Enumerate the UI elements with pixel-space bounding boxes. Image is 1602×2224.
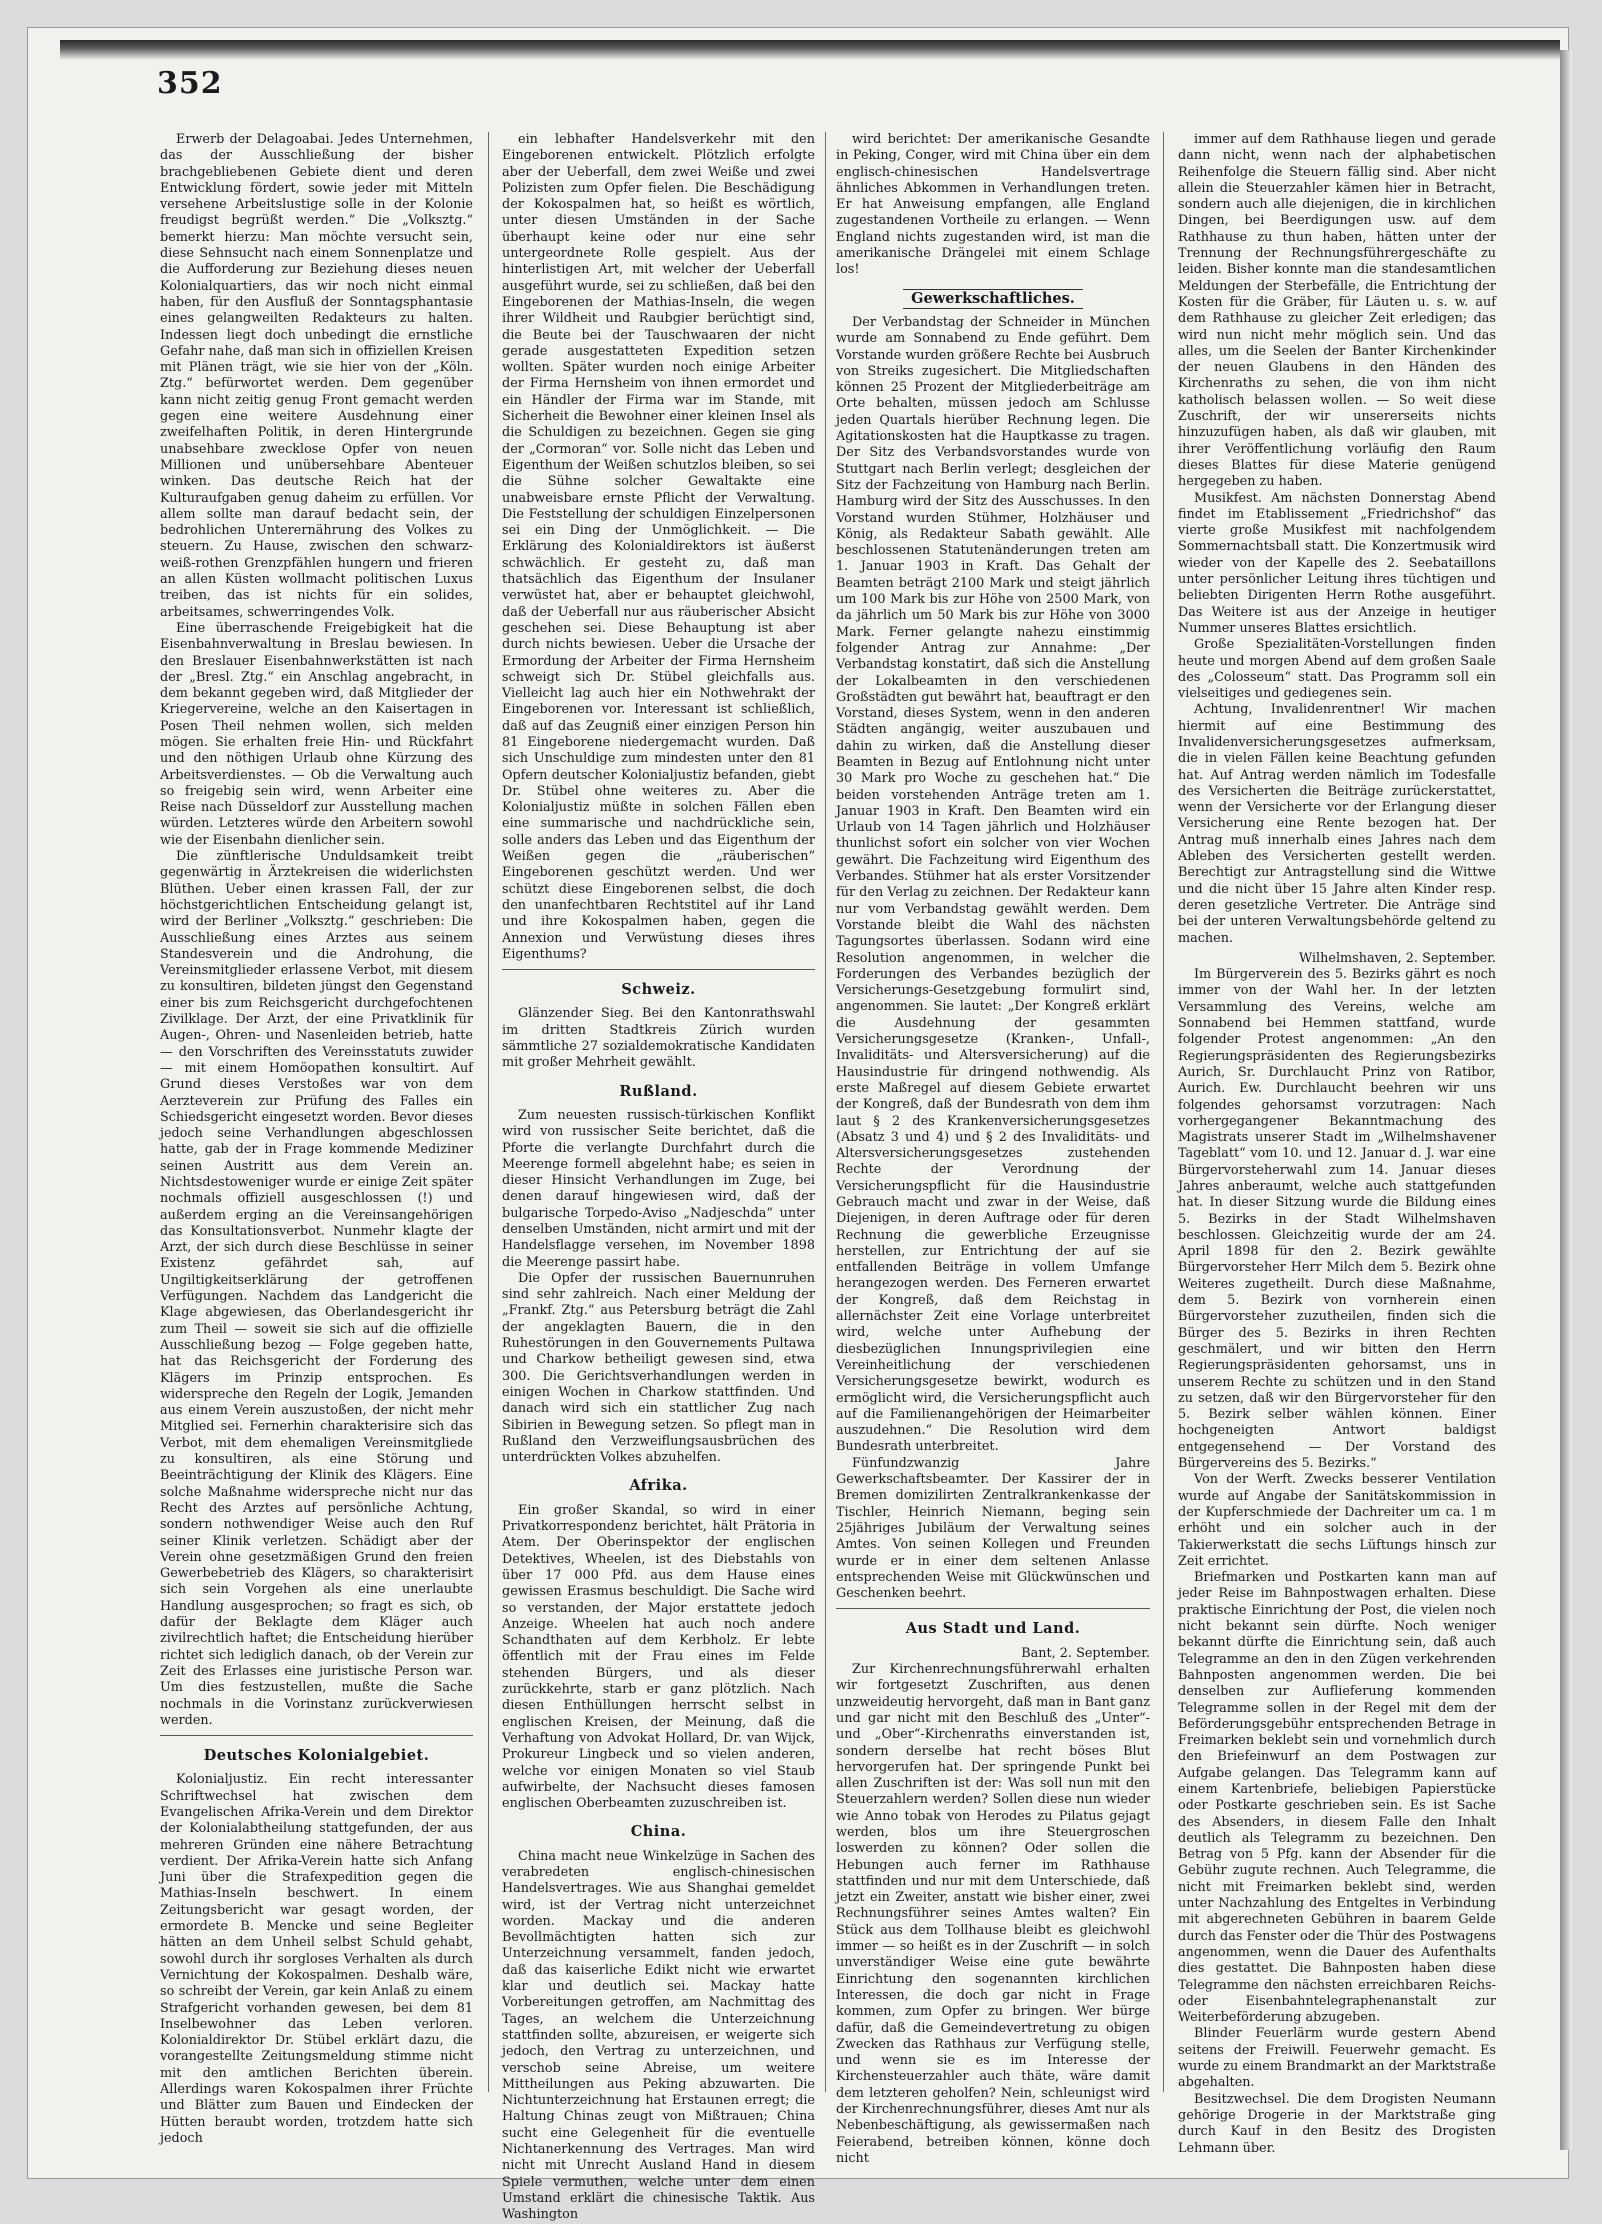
- article-paragraph: ein lebhafter Handelsverkehr mit den Eingeborenen entwickelt. Plötzlich erfolgte aber der Ueberfall, dem zwei Weiße und zwei Polizisten zum Opfer fielen. Die Beschädigung der Kokospalmen hat, so heißt es wörtlich, unter diesen Umständen in der Sache überhaupt keine oder nur eine sehr untergeordnete Rolle gespielt. Aus der hinterlistigen Art, mit welcher der Ueberfall ausgeführt wurde, sei zu schließen, daß bei den Eingeborenen der Mathias-Inseln, die wegen ihrer Wildheit und Raubgier berüchtigt sind, die Beute bei der Tauschwaaren der nicht gerade ausgestatteten Expedition setzen wollten. Später wurden noch einige Arbeiter der Firma Hernsheim von ihnen ermordet und ein Händler der Firma war im Stande, mit Sicherheit die Bewohner einer kleinen Insel als die Schuldigen zu bezeichnen. Gegen sie ging der „Cormoran“ vor. Solle nicht das Leben und Eigenthum der Weißen schutzlos bleiben, so sei die Sühne solcher Gewaltakte eine unabweisbare ernste Pflicht der Verwaltung. Die Feststellung der schuldigen Einzelpersonen sei ein Ding der Unmöglichkeit. — Die Erklärung des Kolonialdirektors ist äußerst schwächlich. Er gesteht zu, daß man thatsächlich das Eigenthum der Insulaner verwüstet hat, aber er behauptet gleichwohl, daß der Ueberfall nur aus räuberischer Absicht geschehen sei. Diese Behauptung ist aber durch nichts bewiesen. Ueber die Ursache der Ermordung der Arbeiter der Firma Hernsheim schweigt sich Dr. Stübel gleichfalls aus. Vielleicht lag auch hier ein Nothwehrakt der Eingeborenen vor. Interessant ist schließlich, daß auf das Zeugniß einer einzigen Person hin 81 Eingeborene niedergemacht wurden. Daß sich Unschuldige zum mindesten unter den 81 Opfern deutscher Kolonialjustiz befanden, giebt Dr. Stübel ohne weiteres zu. Aber die Kolonialjustiz müßte in solchen Fällen eben eine summarische und nachdrückliche sein, solle anders das Leben und das Eigenthum der Weißen gegen die „räuberischen“ Eingeborenen geschützt werden. Und wer schützt diese Eingeborenen selbst, die doch den unanfechtbaren Rechtstitel auf ihr Land und ihre Kokospalmen haben, gegen die Annexion und Verwüstung dieses ihres Eigenthums?: [502, 132, 815, 962]
- binding-edge: [1560, 50, 1572, 2150]
- article-paragraph: Musikfest. Am nächsten Donnerstag Abend findet im Etablissement „Friedrichshof“ das vierte große Musikfest mit nachfolgendem Sommernachtsball statt. Die Konzertmusik wird wieder von der Kapelle des 2. Seebataillons unter persönlicher Leitung ihres tüchtigen und beliebten Dirigenten Herrn Rothe ausgeführt. Das Weitere ist aus der Anzeige in heutiger Nummer unseres Blattes ersichtlich.: [1178, 490, 1496, 636]
- section-rule: [160, 1735, 473, 1736]
- section-heading: Deutsches Kolonialgebiet.: [203, 1747, 430, 1765]
- article-paragraph: Briefmarken und Postkarten kann man auf jeder Reise im Bahnpostwagen erhalten. Diese praktische Einrichtung der Post, die vielen noch nicht bekannt sein dürfte. Noch weniger bekannt dürfte die Einrichtung sein, daß auch Telegramme an den in den Zügen verkehrenden Bahnposten angenommen werden. Die bei denselben zur Auflieferung kommenden Telegramme sollen in der Regel mit dem der Beförderungsgebühr entsprechenden Betrage in Freimarken beklebt sein und vornehmlich durch den Briefeinwurf an dem Postwagen zur Aufgabe gelangen. Das Telegramm kann auf einem Kartenbriefe, beliebigen Papierstücke oder Postkarte geschrieben sein. Es ist Sache des Absenders, in diesem Falle den Inhalt deutlich als Telegramm zu bezeichnen. Den Betrag von 5 Pfg. kann der Absender für die Gebühr zugute rechnen. Auch Telegramme, die nicht mit Freimarken beklebt sind, werden unter Nachzahlung des Entgeltes in Verbindung mit abgerechneten Gebühren in baarem Gelde durch das Fenster oder die Thür des Postwagens angenommen, wenn die Dauer des Aufenthalts dies gestattet. Die Bahnposten haben diese Telegramme den nächsten erreichbaren Reichs- oder Eisenbahntelegraphenanstalt zur Weiterbeförderung abzugeben.: [1178, 1570, 1496, 2026]
- page-top-shadow: [60, 40, 1560, 60]
- article-paragraph: Die Opfer der russischen Bauernunruhen sind sehr zahlreich. Nach einer Meldung der „Frankf. Ztg.“ aus Petersburg beträgt die Zahl der angeklagten Bauern, die in den Ruhestörungen in den Gouvernements Pultawa und Charkow betheiligt gewesen sind, etwa 300. Die Gerichtsverhandlungen werden in einigen Wochen in Charkow stattfinden. Und danach wird sich ein stattlicher Zug nach Sibirien in Bewegung setzen. So pflegt man in Rußland den Verzweiflungsausbrüchen des unterdrückten Volkes abzuhelfen.: [502, 1270, 815, 1466]
- article-paragraph: Besitzwechsel. Die dem Drogisten Neumann gehörige Drogerie in der Marktstraße ging durch Kauf in den Besitz des Drogisten Lehmann über.: [1178, 2091, 1496, 2156]
- section-heading: Afrika.: [629, 1477, 688, 1495]
- article-paragraph: Ein großer Skandal, so wird in einer Privatkorrespondenz berichtet, hält Prätoria in Atem. Der Oberinspektor der englischen Detektives, Wheelen, ist des Diebstahls von über 17 000 Pfd. aus dem Hause eines gewissen Erasmus beschuldigt. Die Sache wird so verstanden, der Major erstattete jedoch Anzeige. Wheelen hat auch noch andere Schandthaten auf dem Kerbholz. Er lebte öffentlich mit der Frau eines im Felde stehenden Bürgers, und als dieser zurückkehrte, starb er ganz plötzlich. Nach diesen Enthüllungen herrscht selbst in englischen Kreisen, der Meinung, daß die Verhaftung von Advokat Hollard, Dr. van Wijck, Prokureur Lingbeck und so vielen anderen, welche vor einigen Monaten so viel Staub aufwirbelte, der Nachsucht dieses famosen englischen Oberbeamten zuzuschreiben ist.: [502, 1502, 815, 1812]
- column-3: [836, 132, 1150, 2166]
- article-paragraph: Große Spezialitäten-Vorstellungen finden heute und morgen Abend auf dem großen Saale des „Colosseum“ statt. Das Programm soll ein vielseitiges und gediegenes sein.: [1178, 637, 1496, 702]
- article-paragraph: immer auf dem Rathhause liegen und gerade dann nicht, wenn nach der alphabetischen Reihenfolge die Steuern fällig sind. Aber nicht allein die Steuerzahler kämen hier in Betracht, sondern auch alle diejenigen, die in kirchlichen Dingen, bei Beerdigungen usw. auf dem Rathhause zu thun haben, hätten unter der Trennung der Rechnungsführergeschäfte zu leiden. Bisher konnte man die standesamtlichen Meldungen der Sterbefälle, die Entrichtung der Kosten für die Gräber, für Läuten u. s. w. auf dem Rathhause zu gleicher Zeit erledigen; das wird nun nicht mehr möglich sein. Und das alles, um die Seelen der Banter Kirchenkinder der neuen Glaubens in den Händen des Kirchenraths zu sehen, die von ihm nicht katholisch belassen wollen. — So weit diese Zuschrift, der wir unsererseits nichts hinzuzufügen haben, als daß wir glauben, mit ihrer Veröffentlichung vorläufig den Raum dieses Blattes für diese Materie genügend hergegeben zu haben.: [1178, 132, 1496, 490]
- article-paragraph: Im Bürgerverein des 5. Bezirks gährt es noch immer von der Wahl her. In der letzten Versammlung des Vereins, welche am Sonnabend bei Hemmen stattfand, wurde folgender Protest angenommen: „An den Regierungspräsidenten des Regierungsbezirks Aurich, Sr. Durchlaucht Prinz von Ratibor, Aurich. Ew. Durchlaucht beehren wir uns folgendes gehorsamst vorzutragen: Nach vorhergegangener Bekanntmachung des Magistrats unserer Stadt im „Wilhelmshavener Tageblatt“ vom 10. und 12. Januar d. J. war eine Bürgervorsteherwahl zum 14. Januar dieses Jahres anberaumt, welche auch stattgefunden hat. In dieser Sitzung wurde die Bildung eines 5. Bezirks in der Stadt Wilhelmshaven beschlossen. Gleichzeitig wurde der am 24. April 1898 für den 2. Bezirk gewählte Bürgervorsteher Herr Milch dem 5. Bezirk ohne Weiteres zugetheilt. Durch diese Maßnahme, dem 5. Bezirk von vornherein einen Bürgervorsteher zuzutheilen, finden sich die Bürger des 5. Bezirks in ihren Rechten geschmälert, und wir bitten den Herrn Regierungspräsidenten gehorsamst, uns in unserem Rechte zu schützen und in den Stand zu setzen, daß wir den Bürgervorsteher für den 5. Bezirk selber wählen können. Einer hochgeneigten Antwort baldigst entgegensehend — Der Vorstand des Bürgervereins des 5. Bezirks.“: [1178, 967, 1496, 1472]
- section-rule: [502, 969, 815, 970]
- article-paragraph: Zum neuesten russisch-türkischen Konflikt wird von russischer Seite berichtet, daß die Pforte die verlangte Durchfahrt durch die Meerenge formell abgelehnt habe; es seien in dieser Hinsicht Verhandlungen im Zuge, bei denen darauf hingewiesen wird, daß der bulgarische Torpedo-Aviso „Nadjeschda“ unter denselben Umständen, nicht armirt und mit der Handelsflagge versehen, im November 1898 die Meerenge passirt habe.: [502, 1107, 815, 1270]
- column-rule: [825, 132, 826, 2092]
- article-paragraph: Blinder Feuerlärm wurde gestern Abend seitens der Freiwill. Feuerwehr gemacht. Es wurde zu einem Brandmarkt an der Marktstraße abgehalten.: [1178, 2026, 1496, 2091]
- column-rule: [1163, 132, 1164, 2092]
- article-paragraph: Zur Kirchenrechnungsführerwahl erhalten wir fortgesetzt Zuschriften, aus denen unzweideutig hervorgeht, daß man in Bant ganz und gar nicht mit den Beschluß des „Unter“- und „Ober“-Kirchenraths einverstanden ist, sondern derselbe hat recht böses Blut hervorgerufen hat. Der springende Punkt bei allen Zuschriften ist der: Was soll nun mit den Steuerzahlern werden? Sollen diese nun wieder wie Anno tobak von Herodes zu Pilatus gejagt werden, blos um ihre Steuergroschen loswerden zu können? Oder sollen die Hebungen auch ferner im Rathhause stattfinden und nur mit dem Unterschiede, daß jetzt ein Zweiter, anstatt wie bisher einer, zwei Rechnungsführer seines Amtes walten? Ein Stück aus dem Tollhause bleibt es gleichwohl immer — so heißt es in der Zuschrift — in solch unverständiger Weise eine gute bewährte Einrichtung den sogenannten kirchlichen Interessen, die doch gar nicht in Frage kommen, zum Opfer zu bringen. Wer bürge dafür, daß die Gemeindevertretung zu obigen Zwecken das Rathhaus zur Verfügung stelle, und wenn sie es im Interesse der Kirchensteuerzahler auch thäte, wäre damit dem letzteren geholfen? Nein, schleunigst wird der Kirchenrechnungsführer, dieses Amt nur als Nebenbeschäftigung, als gewissermaßen nach Feierabend, betreiben können, könne doch nicht: [836, 1662, 1150, 2166]
- column-rule: [488, 132, 489, 2092]
- article-paragraph: Glänzender Sieg. Bei den Kantonrathswahl im dritten Stadtkreis Zürich wurden sämmtliche 27 sozialdemokratische Kandidaten mit großer Mehrheit gewählt.: [502, 1006, 815, 1071]
- article-paragraph: China macht neue Winkelzüge in Sachen des verabredeten englisch-chinesischen Handelsvertrages. Wie aus Shanghai gemeldet wird, ist der Vertrag nicht unterzeichnet worden. Mackay und die anderen Bevollmächtigten hatten sich zur Unterzeichnung versammelt, fanden jedoch, daß das kaiserliche Edikt nicht wie erwartet klar und deutlich sei. Mackay hatte Vorbereitungen getroffen, am Nachmittag des Tages, an welchem die Unterzeichnung stattfinden sollte, abzureisen, er weigerte sich jedoch, den Vertrag zu unterzeichnen, und verschob seine Abreise, um weitere Mittheilungen aus Peking abzuwarten. Die Nichtunterzeichnung hat Erstaunen erregt; die Haltung Chinas zeugt von Mißtrauen; China sucht eine Gelegenheit für die eventuelle Nichtanerkennung des Vertrages. Man wird nicht mit Unrecht Ausland Hand in diesem Spiele vermuthen, welche unter dem einen Umstand erklärt die chinesische Taktik. Aus Washington: [502, 1848, 815, 2223]
- section-heading: Gewerkschaftliches.: [903, 289, 1083, 309]
- article-paragraph: Kolonialjustiz. Ein recht interessanter Schriftwechsel hat zwischen dem Evangelischen Afrika-Verein und dem Direktor der Kolonialabtheilung stattgefunden, der aus mehreren Gründen eine nähere Betrachtung verdient. Der Afrika-Verein hatte sich Anfang Juni über die Strafexpedition gegen die Mathias-Inseln beschwert. In einem Zeitungsbericht war gesagt worden, der ermordete B. Mencke und seine Begleiter hätten an dem Unheil selbst Schuld gehabt, sowohl durch ihr sorgloses Verhalten als durch Vernichtung der Kokospalmen. Deshalb wäre, so schreibt der Verein, gar kein Anlaß zu einem Strafgericht vorhanden gewesen, bei dem 81 Inselbewohner das Leben verloren. Kolonialdirektor Dr. Stübel erklärt dazu, die vorangestellte Zeitungsmeldung stimme nicht mit den amtlichen Berichten überein. Allerdings waren Kokospalmen ihrer Früchte und Blätter zum Bauen und Eindecken der Hütten beraubt worden, trotzdem hatte sich jedoch: [160, 1772, 473, 2146]
- column-4: [1178, 132, 1496, 2156]
- article-paragraph: Die zünftlerische Unduldsamkeit treibt gegenwärtig in Ärztekreisen die widerlichsten Blüthen. Ueber einen krassen Fall, der zur höchstgerichtlichen Entscheidung gelangt ist, wird der Berliner „Volksztg.“ geschrieben: Die Ausschließung eines Arztes aus seinem Standesverein und die Androhung, die Vereinsmitglieder erlassene Verbot, mit diesem zu konsultiren, bildeten jüngst den Gegenstand einer bis zum Reichsgericht durchgefochtenen Zivilklage. Der Arzt, der eine Privatklinik für Augen-, Ohren- und Nasenleiden betrieb, hatte — den Vorschriften des Vereinsstatuts zuwider — mit einem Homöopathen konsultirt. Auf Grund dieses Verstoßes war von dem Aerzteverein zur Prüfung des Falles ein Schiedsgericht eingesetzt worden. Bevor dieses jedoch seine Verhandlungen abgeschlossen hatte, gab der in Frage kommende Mediziner seinen Austritt aus dem Verein an. Nichtsdestoweniger wurde er einige Zeit später nochmals offiziell ausgeschlossen (!) und außerdem erging an die Vereinsangehörigen das Konsultationsverbot. Nunmehr klagte der Arzt, der sich durch diese Beschlüsse in seiner Existenz gefährdet sah, auf Ungiltigkeitserklärung der getroffenen Verfügungen. Nachdem das Landgericht die Klage abgewiesen, das Oberlandesgericht ihr zum Theil — soweit sie sich auf die offizielle Ausschließung bezog — Folge gegeben hatte, hat das Reichsgericht der Forderung des Klägers im Prinzip entsprochen. Es widerspreche den Regeln der Logik, Jemanden aus einem Verein auszustoßen, der nicht mehr Mitglied sei. Fernerhin charakterisire sich das Verbot, mit dem ehemaligen Vereinsmitgliede zu konsultiren, als eine Störung und Beeinträchtigung der Klinik des Klägers. Eine solche Maßnahme widerspreche nicht nur das Recht des Arztes auf persönliche Achtung, sondern nothwendiger Weise auch den Ruf seiner Klinik verletzen. Schädigt aber der Verein ohne gesetzmäßigen Grund den freien Gewerbebetrieb des Klägers, so charakterisirt sich sein Vorgehen als eine unerlaubte Handlung ausgesprochen; so fragt es sich, ob dafür der Beklagte dem Kläger auch zivilrechtlich haftet; die Entscheidung hierüber richtet sich lediglich danach, ob der Verein zur Zeit des Erlasses eine juristische Person war. Um dies festzustellen, mußte die Sache nochmals in die Vorinstanz zurückverwiesen werden.: [160, 849, 473, 1728]
- section-heading: Rußland.: [619, 1082, 698, 1100]
- article-paragraph: Von der Werft. Zwecks besserer Ventilation wurde auf Angabe der Sanitätskommission in der Kupferschmiede der Dachreiter um ca. 1 m erhöht und ein solcher auch in der Takierwerkstatt die sechs Lüftungs hinsch zur Zeit errichtet.: [1178, 1472, 1496, 1569]
- article-paragraph: Eine überraschende Freigebigkeit hat die Eisenbahnverwaltung in Breslau bewiesen. In den Breslauer Eisenbahnwerkstätten ist nach der „Bresl. Ztg.“ ein Anschlag angebracht, in dem bekannt gegeben wird, daß Mitglieder der Kriegervereine, welche an den Kaisertagen in Posen Theil nehmen wollen, sich melden mögen. Sie erhalten freie Hin- und Rückfahrt und den nöthigen Urlaub ohne Kürzung des Arbeitsverdienstes. — Ob die Verwaltung auch so freigebig sein wird, wenn Arbeiter eine Reise nach Düsseldorf zur Ausstellung machen würden. Letzteres würde den Arbeitern sowohl wie der Eisenbahn dienlicher sein.: [160, 620, 473, 848]
- page-number: 352: [157, 66, 223, 101]
- section-heading: Aus Stadt und Land.: [905, 1620, 1081, 1638]
- dateline: Wilhelmshaven, 2. September.: [1299, 950, 1496, 966]
- article-paragraph: Der Verbandstag der Schneider in München wurde am Sonnabend zu Ende geführt. Dem Vorstande wurden größere Rechte bei Ausbruch von Streiks zugesichert. Die Mitgliedschaften können 25 Prozent der Mitgliederbeiträge am Orte behalten, müssen jedoch am Schlusse jeden Quartals hierüber Rechnung legen. Die Agitationskosten hat die Hauptkasse zu tragen. Der Sitz des Verbandsvorstandes wurde von Stuttgart nach Berlin verlegt; desgleichen der Sitz der Fachzeitung von Hamburg nach Berlin. Hamburg wird der Sitz des Ausschusses. In den Vorstand wurden Stühmer, Holzhäuser und König, als Redakteur Sabath gewählt. Alle beschlossenen Statutenänderungen treten am 1. Januar 1903 in Kraft. Das Gehalt der Beamten beträgt 2100 Mark und steigt jährlich um 100 Mark bis zur Höhe von 2500 Mark, von da jährlich um 50 Mark bis zur Höhe von 3000 Mark. Ferner gelangte nahezu einstimmig folgender Antrag zur Annahme: „Der Verbandstag konstatirt, daß sich die Anstellung der Lokalbeamten in den verschiedenen Großstädten gut bewährt hat, beauftragt er den Vorstand, dieses System, wenn in den anderen Städten angängig, weiter auszubauen und dahin zu wirken, daß die Anstellung dieser Beamten in Bezug auf Entlohnung nicht unter 30 Mark pro Woche zu geschehen hat.“ Die beiden vorstehenden Anträge treten am 1. Januar 1903 in Kraft. Den Beamten wird ein Urlaub von 14 Tagen jährlich und Holzhäuser thunlichst sofort ein solcher von vier Wochen gewährt. Die Fachzeitung wird Eigenthum des Verbandes. Stühmer hat als erster Vorsitzender für den Verlag zu zeichnen. Der Redakteur kann nur vom Verbandstag gewählt werden. Dem Vorstande bleibt die Wahl des nächsten Tagungsortes überlassen. Sodann wird eine Resolution angenommen, in welcher die Forderungen des Verbandes bezüglich der Versicherungs-Gesetzgebung formulirt sind, angenommen. Sie lautet: „Der Kongreß erklärt die Ausdehnung der gesammten Versicherungsgesetze (Kranken-, Unfall-, Invaliditäts- und Altersversicherung) auf die Hausindustrie für dringend nothwendig. Als erste Maßregel auf diesem Gebiete erwartet der Kongreß, daß der Bundesrath von dem ihm laut § 2 des Krankenversicherungsgesetzes (Absatz 3 und 4) und § 2 des Invaliditäts- und Altersversicherungsgesetzes zustehenden Rechte der Verordnung der Versicherungspflicht für die Hausindustrie Gebrauch macht und zwar in der Weise, daß Diejenigen, in deren Auftrage oder für deren Rechnung die gewerbliche Erzeugnisse herstellen, zur Entrichtung der auf sie entfallenden Beiträge in vollem Umfange herangezogen werden. Des Ferneren erwartet der Kongreß, daß dem Reichstag in allernächster Zeit eine Vorlage unterbreitet wird, welche unter Aufhebung der diesbezüglichen Innungsprivilegien eine Vereinheitlichung der verschiedenen Versicherungsgesetze bewirkt, wodurch es ermöglicht wird, die Versicherungspflicht auch auf die Familienangehörigen der Heimarbeiter auszudehnen.“ Die Resolution wird dem Bundesrath unterbreitet.: [836, 314, 1150, 1455]
- section-heading: Schweiz.: [621, 981, 696, 999]
- article-paragraph: Fünfundzwanzig Jahre Gewerkschaftsbeamter. Der Kassirer der in Bremen domizilirten Zentralkrankenkasse der Tischler, Heinrich Niemann, beging sein 25jähriges Jubiläum der Verwaltung seines Amtes. Von seinen Kollegen und Freunden wurde er in einer dem seltenen Anlasse entsprechenden Weise mit Glückwünschen und Geschenken beehrt.: [836, 1455, 1150, 1602]
- dateline: Bant, 2. September.: [1021, 1645, 1150, 1661]
- column-2: [502, 132, 815, 2223]
- article-paragraph: Erwerb der Delagoabai. Jedes Unternehmen, das der Ausschließung der bisher brachgebliebenen Gebiete dient und deren Entwicklung fördert, sowie jeder mit Mitteln versehene Arbeitslustige solle in der Kolonie freudigst begrüßt werden.“ Die „Volksztg.“ bemerkt hierzu: Man möchte versucht sein, diese Sehnsucht nach einem Sonnenplatze und die Aufforderung zur Beziehung dieses neuen Kolonialquartiers, das wir noch nicht einmal haben, für den Ausfluß der Sonntagsphantasie eines gelangweilten Redakteurs zu halten. Indessen liegt doch unbedingt die ernstliche Gefahr nahe, daß man sich in offiziellen Kreisen mit Plänen trägt, wie sie hier von der „Köln. Ztg.“ befürwortet werden. Dem gegenüber kann nicht zeitig genug Front gemacht werden gegen eine weitere Ausdehnung einer zweifelhaften Politik, in deren Hintergrunde unabsehbare zwecklose Opfer von neuen Millionen und unübersehbare Abenteuer winken. Das deutsche Reich hat der Kulturaufgaben genug daheim zu erfüllen. Vor allem sollte man darauf bedacht sein, der bedrohlichen Unterernährung des Volkes zu steuern. Zu Hause, zwischen den schwarz-weiß-rothen Grenzpfählen hungern und frieren an allen Küsten wollmacht politischen Luxus treiben, das ist nichts für ein solides, arbeitsames, schwerringendes Volk.: [160, 132, 473, 620]
- column-1: [160, 132, 473, 2146]
- section-heading: China.: [630, 1823, 687, 1841]
- article-paragraph: wird berichtet: Der amerikanische Gesandte in Peking, Conger, wird mit China über ein dem englisch-chinesischen Handelsvertrage ähnliches Abkommen in Verhandlungen treten. Er hat Anweisung empfangen, alle England zugestandenen Vortheile zu erlangen. — Wenn England nichts zugestanden wird, ist man die amerikanische Drängelei mit einem Schlage los!: [836, 132, 1150, 278]
- section-rule: [836, 1608, 1150, 1609]
- section-heading-box: [836, 289, 1150, 309]
- article-paragraph: Achtung, Invalidenrentner! Wir machen hiermit auf eine Bestimmung des Invalidenversicherungsgesetzes aufmerksam, die in vielen Fällen keine Beachtung gefunden hat. Auf Antrag werden nämlich im Todesfalle des Versicherten die Beiträge zurückerstattet, wenn der Versicherte vor der Erlangung dieser Versicherung eine Rente bezogen hat. Der Antrag muß innerhalb eines Jahres nach dem Ableben des Versicherten gestellt werden. Berechtigt zur Antragstellung sind die Wittwe und die nicht über 15 Jahre alten Kinder resp. deren gesetzliche Vertreter. Die Anträge sind bei der unteren Verwaltungsbehörde geltend zu machen.: [1178, 702, 1496, 946]
